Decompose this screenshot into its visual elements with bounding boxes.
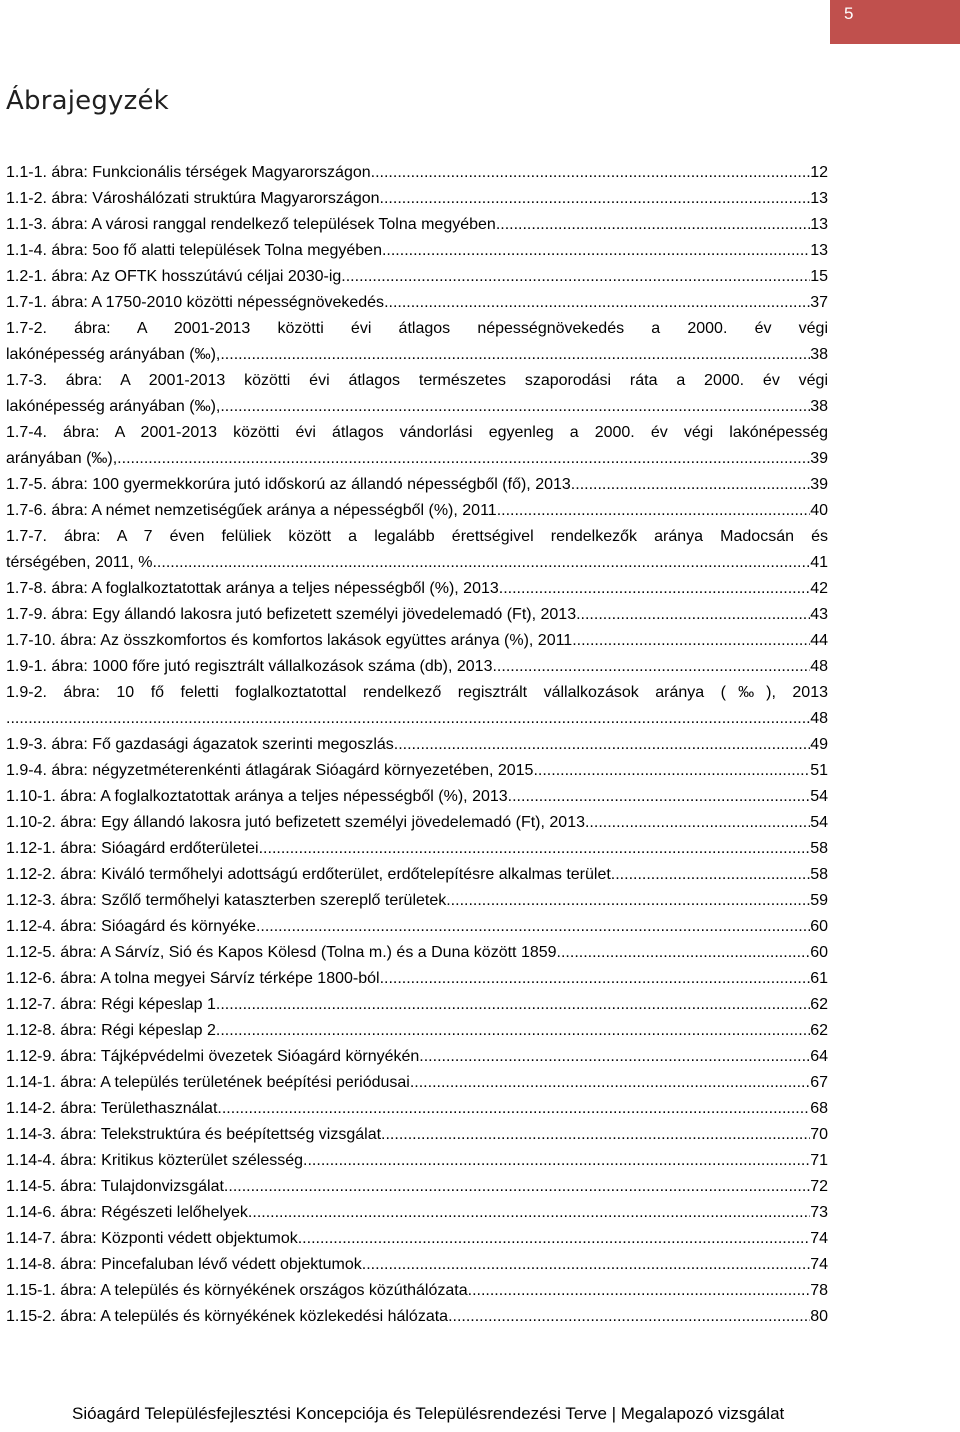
toc-entry-title: 1.12-5. ábra: A Sárvíz, Sió és Kapos Kölesd (Tolna m.) és a Duna között 1859. <box>6 944 561 961</box>
toc-entry-page: 60 <box>810 918 828 935</box>
toc-entry[interactable] <box>6 420 828 472</box>
toc-entry-page: 41 <box>810 554 828 571</box>
dot-leader <box>572 628 810 654</box>
toc-entry[interactable] <box>6 186 828 212</box>
dot-leader <box>303 1148 810 1174</box>
dot-leader <box>380 966 811 992</box>
toc-entry[interactable] <box>6 836 828 862</box>
toc-entry[interactable] <box>6 940 828 966</box>
toc-entry-title: 1.9-1. ábra: 1000 főre jutó regisztrált vállalkozások száma (db), 2013 <box>6 658 493 675</box>
toc-entry[interactable] <box>6 628 828 654</box>
toc-entry-page: 71 <box>810 1152 828 1169</box>
toc-entry-title: 1.7-10. ábra: Az összkomfortos és komfortos lakások együttes aránya (%), 2011 <box>6 632 573 649</box>
toc-entry-page: 64 <box>810 1048 828 1065</box>
dot-leader <box>220 992 810 1018</box>
toc-entry-page: 13 <box>810 190 828 207</box>
page-footer: Sióagárd Településfejlesztési Koncepciója és Településrendezési Terve | Megalapozó vizsgálat <box>72 1404 785 1423</box>
table-of-figures <box>6 160 828 1330</box>
toc-entry-title: 1.15-1. ábra: A település és környékének országos közúthálózata <box>6 1282 468 1299</box>
toc-entry[interactable] <box>6 992 828 1018</box>
toc-entry-page: 37 <box>810 294 828 311</box>
toc-entry[interactable] <box>6 732 828 758</box>
toc-entry-title: 1.7-1. ábra: A 1750-2010 közötti népességnövekedés <box>6 294 385 311</box>
dot-leader <box>394 732 810 758</box>
toc-entry-title-continued: lakónépesség arányában (‰), <box>6 346 221 363</box>
toc-entry-page: 49 <box>810 736 828 753</box>
dot-leader <box>538 758 810 784</box>
dot-leader <box>410 1070 810 1096</box>
toc-entry[interactable] <box>6 888 828 914</box>
page-number: 5 <box>844 4 854 23</box>
toc-entry-page: 38 <box>810 398 828 415</box>
toc-entry[interactable] <box>6 576 828 602</box>
toc-entry-title: 1.15-2. ábra: A település és környékének közlekedési hálózata <box>6 1308 449 1325</box>
toc-entry-title-continued: térségében, 2011, % <box>6 554 153 571</box>
dot-leader <box>341 264 810 290</box>
toc-entry-title: 1.14-5. ábra: Tulajdonvizsgálat <box>6 1178 224 1195</box>
dot-leader <box>117 446 810 472</box>
dot-leader <box>468 1278 811 1304</box>
toc-entry-page: 42 <box>810 580 828 597</box>
toc-entry-title: 1.10-2. ábra: Egy állandó lakosra jutó befizetett személyi jövedelemadó (Ft), 2013 <box>6 814 585 831</box>
toc-entry-title: 1.7-8. ábra: A foglalkoztatottak aránya a teljes népességből (%), 2013 <box>6 580 499 597</box>
toc-entry-title: 1.10-1. ábra: A foglalkoztatottak aránya a teljes népességből (%), 2013 <box>6 788 508 805</box>
toc-entry-title: 1.9-2. ábra: 10 fő feletti foglalkoztatottal rendelkező regisztrált vállalkozások aránya (‰), 2013 <box>6 684 828 701</box>
dot-leader <box>497 498 811 524</box>
toc-entry[interactable] <box>6 472 828 498</box>
toc-entry-page: 74 <box>810 1256 828 1273</box>
toc-entry-page: 67 <box>810 1074 828 1091</box>
toc-entry-page: 58 <box>810 840 828 857</box>
toc-entry-title: 1.7-3. ábra: A 2001-2013 közötti évi átlagos természetes szaporodási ráta a 2000. év végi <box>6 372 828 389</box>
toc-entry-page: 13 <box>810 216 828 233</box>
toc-entry-page: 80 <box>810 1308 828 1325</box>
toc-entry-title: 1.1-2. ábra: Városhálózati struktúra Magyarországon <box>6 190 380 207</box>
toc-entry[interactable] <box>6 1096 828 1122</box>
toc-entry-page: 48 <box>810 658 828 675</box>
toc-entry-title: 1.12-2. ábra: Kiváló termőhelyi adottságú erdőterület, erdőtelepítésre alkalmas terület <box>6 866 611 883</box>
dot-leader <box>220 342 810 368</box>
toc-entry-page: 43 <box>810 606 828 623</box>
toc-entry[interactable] <box>6 914 828 940</box>
toc-entry-page: 13 <box>810 242 828 259</box>
toc-entry[interactable] <box>6 602 828 628</box>
toc-entry-page: 39 <box>810 450 828 467</box>
toc-entry[interactable] <box>6 966 828 992</box>
toc-entry-title: 1.7-6. ábra: A német nemzetiségűek aránya a népességből (%), 2011 <box>6 502 497 519</box>
toc-entry-title: 1.1-3. ábra: A városi ranggal rendelkező települések Tolna megyében <box>6 216 496 233</box>
dot-leader <box>256 914 810 940</box>
toc-entry[interactable] <box>6 498 828 524</box>
toc-entry-page: 54 <box>810 788 828 805</box>
dot-leader <box>217 1096 810 1122</box>
dot-leader <box>381 1122 810 1148</box>
toc-entry-title: 1.7-2. ábra: A 2001-2013 közötti évi átlagos népességnövekedés a 2000. év végi <box>6 320 828 337</box>
dot-leader <box>382 238 810 264</box>
toc-entry-title: 1.14-2. ábra: Területhasználat <box>6 1100 218 1117</box>
toc-entry-title: 1.12-3. ábra: Szőlő termőhelyi kataszterben szereplő területek <box>6 892 447 909</box>
toc-entry-page: 60 <box>810 944 828 961</box>
toc-entry-page: 61 <box>810 970 828 987</box>
toc-entry-title: 1.1-1. ábra: Funkcionális térségek Magyarországon <box>6 164 371 181</box>
dot-leader <box>384 290 810 316</box>
toc-entry-page: 39 <box>810 476 828 493</box>
dot-leader <box>496 212 810 238</box>
toc-entry[interactable] <box>6 1226 828 1252</box>
toc-entry-page: 40 <box>810 502 828 519</box>
toc-entry[interactable] <box>6 758 828 784</box>
toc-entry-title: 1.14-4. ábra: Kritikus közterület szélesség <box>6 1152 304 1169</box>
toc-entry[interactable] <box>6 1174 828 1200</box>
dot-leader <box>492 654 810 680</box>
toc-entry-page: 48 <box>810 710 828 727</box>
dot-leader <box>561 940 810 966</box>
toc-entry-title: 1.7-9. ábra: Egy állandó lakosra jutó befizetett személyi jövedelemadó (Ft), 2013 <box>6 606 577 623</box>
toc-entry-page: 54 <box>810 814 828 831</box>
toc-entry-title: 1.12-6. ábra: A tolna megyei Sárvíz térképe 1800-ból <box>6 970 380 987</box>
toc-entry-page: 73 <box>810 1204 828 1221</box>
dot-leader <box>380 186 811 212</box>
dot-leader <box>446 888 810 914</box>
dot-leader <box>6 706 810 732</box>
toc-entry[interactable] <box>6 1018 828 1044</box>
dot-leader <box>448 1304 810 1330</box>
dot-leader <box>508 784 811 810</box>
toc-entry-page: 51 <box>810 762 828 779</box>
dot-leader <box>152 550 810 576</box>
toc-entry[interactable] <box>6 1044 828 1070</box>
toc-entry-title: 1.14-8. ábra: Pincefaluban lévő védett objektumok <box>6 1256 362 1273</box>
toc-entry[interactable] <box>6 1070 828 1096</box>
dot-leader <box>571 472 810 498</box>
toc-entry-page: 15 <box>810 268 828 285</box>
toc-entry-page: 72 <box>810 1178 828 1195</box>
dot-leader <box>585 810 810 836</box>
toc-entry[interactable] <box>6 1200 828 1226</box>
toc-entry[interactable] <box>6 316 828 368</box>
dot-leader <box>371 160 811 186</box>
dot-leader <box>611 862 810 888</box>
toc-entry[interactable] <box>6 810 828 836</box>
dot-leader <box>224 1174 810 1200</box>
toc-entry-title: 1.14-1. ábra: A település területének beépítési periódusai <box>6 1074 410 1091</box>
toc-entry-title: 1.12-8. ábra: Régi képeslap 2. <box>6 1022 221 1039</box>
dot-leader <box>220 394 810 420</box>
toc-entry-title: 1.7-4. ábra: A 2001-2013 közötti évi átlagos vándorlási egyenleg a 2000. év végi lakónépesség <box>6 424 828 441</box>
toc-entry[interactable] <box>6 1148 828 1174</box>
toc-entry[interactable] <box>6 1278 828 1304</box>
toc-entry[interactable] <box>6 524 828 576</box>
toc-entry[interactable] <box>6 1252 828 1278</box>
toc-entry[interactable] <box>6 1122 828 1148</box>
toc-entry[interactable] <box>6 654 828 680</box>
toc-entry-page: 74 <box>810 1230 828 1247</box>
toc-entry-page: 44 <box>810 632 828 649</box>
toc-entry[interactable] <box>6 264 828 290</box>
dot-leader <box>362 1252 810 1278</box>
toc-entry[interactable] <box>6 160 828 186</box>
toc-entry-title: 1.1-4. ábra: 5oo fő alatti települések Tolna megyében <box>6 242 382 259</box>
page-title: Ábrajegyzék <box>6 86 169 116</box>
toc-entry-page: 59 <box>810 892 828 909</box>
toc-entry-page: 62 <box>810 1022 828 1039</box>
toc-entry-title: 1.7-7. ábra: A 7 éven felüliek között a legalább érettségivel rendelkezők aránya Madocsán és <box>6 528 828 545</box>
toc-entry-page: 58 <box>810 866 828 883</box>
dot-leader <box>298 1226 810 1252</box>
toc-entry-title: 1.12-7. ábra: Régi képeslap 1. <box>6 996 221 1013</box>
page-number-badge <box>830 0 960 44</box>
toc-entry-title-continued: arányában (‰), <box>6 450 118 467</box>
toc-entry-title: 1.14-3. ábra: Telekstruktúra és beépítettség vizsgálat <box>6 1126 382 1143</box>
toc-entry-page: 78 <box>810 1282 828 1299</box>
toc-entry-title: 1.14-6. ábra: Régészeti lelőhelyek <box>6 1204 248 1221</box>
toc-entry[interactable] <box>6 238 828 264</box>
toc-entry[interactable] <box>6 290 828 316</box>
toc-entry[interactable] <box>6 368 828 420</box>
toc-entry-title: 1.2-1. ábra: Az OFTK hosszútávú céljai 2030-ig <box>6 268 342 285</box>
toc-entry-title: 1.12-4. ábra: Sióagárd és környéke <box>6 918 256 935</box>
toc-entry[interactable] <box>6 784 828 810</box>
toc-entry[interactable] <box>6 680 828 732</box>
toc-entry-title-continued: lakónépesség arányában (‰), <box>6 398 221 415</box>
toc-entry-title: 1.7-5. ábra: 100 gyermekkorúra jutó időskorú az állandó népességből (fő), 2013 <box>6 476 571 493</box>
toc-entry-title: 1.9-3. ábra: Fő gazdasági ágazatok szerinti megoszlás <box>6 736 394 753</box>
dot-leader <box>220 1018 810 1044</box>
toc-entry-title: 1.12-1. ábra: Sióagárd erdőterületei <box>6 840 259 857</box>
toc-entry-title: 1.9-4. ábra: négyzetméterenkénti átlagárak Sióagárd környezetében, 2015. <box>6 762 538 779</box>
toc-entry-page: 70 <box>810 1126 828 1143</box>
dot-leader <box>248 1200 810 1226</box>
toc-entry-title: 1.12-9. ábra: Tájképvédelmi övezetek Sióagárd környékén <box>6 1048 420 1065</box>
toc-entry-page: 68 <box>810 1100 828 1117</box>
toc-entry-page: 62 <box>810 996 828 1013</box>
dot-leader <box>576 602 810 628</box>
dot-leader <box>419 1044 810 1070</box>
toc-entry-title: 1.14-7. ábra: Központi védett objektumok <box>6 1230 298 1247</box>
toc-entry-page: 38 <box>810 346 828 363</box>
dot-leader <box>259 836 811 862</box>
toc-entry[interactable] <box>6 212 828 238</box>
toc-entry[interactable] <box>6 1304 828 1330</box>
dot-leader <box>499 576 810 602</box>
toc-entry-page: 12 <box>810 164 828 181</box>
toc-entry[interactable] <box>6 862 828 888</box>
